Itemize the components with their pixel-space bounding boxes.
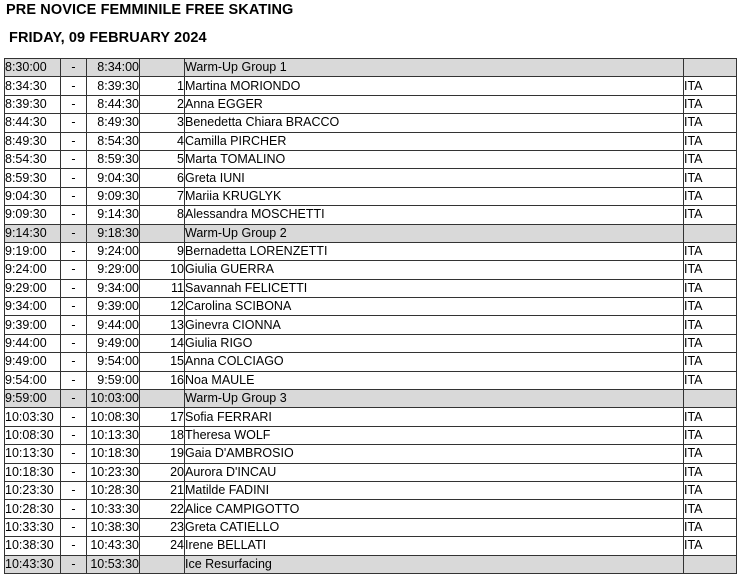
start-number: 21: [140, 481, 185, 499]
skater-name: Benedetta Chiara BRACCO: [185, 114, 684, 132]
skater-name: Noa MAULE: [185, 371, 684, 389]
skater-name: Greta IUNI: [185, 169, 684, 187]
time-separator: -: [61, 206, 87, 224]
time-separator: -: [61, 500, 87, 518]
time-separator: -: [61, 298, 87, 316]
time-separator: -: [61, 59, 87, 77]
start-number: 4: [140, 132, 185, 150]
end-time: 10:43:30: [87, 537, 140, 555]
start-number: 8: [140, 206, 185, 224]
time-separator: -: [61, 77, 87, 95]
end-time: 10:13:30: [87, 426, 140, 444]
nation: [684, 555, 737, 573]
nation: ITA: [684, 353, 737, 371]
time-separator: -: [61, 242, 87, 260]
nation: ITA: [684, 500, 737, 518]
end-time: 10:03:00: [87, 390, 140, 408]
start-number: 2: [140, 95, 185, 113]
skater-name: Aurora D'INCAU: [185, 463, 684, 481]
start-time: 9:59:00: [5, 390, 61, 408]
end-time: 8:34:00: [87, 59, 140, 77]
skater-name: Gaia D'AMBROSIO: [185, 445, 684, 463]
nation: ITA: [684, 537, 737, 555]
table-row: [5, 279, 737, 297]
time-separator: -: [61, 95, 87, 113]
nation: ITA: [684, 242, 737, 260]
start-number: 1: [140, 77, 185, 95]
group-row: [5, 390, 737, 408]
start-time: 8:49:30: [5, 132, 61, 150]
time-separator: -: [61, 334, 87, 352]
time-separator: -: [61, 224, 87, 242]
start-number: 18: [140, 426, 185, 444]
skater-name: Warm-Up Group 1: [185, 59, 684, 77]
start-time: 9:49:00: [5, 353, 61, 371]
table-row: [5, 371, 737, 389]
time-separator: -: [61, 426, 87, 444]
start-time: 10:43:30: [5, 555, 61, 573]
end-time: 8:59:30: [87, 150, 140, 168]
nation: ITA: [684, 334, 737, 352]
group-row: [5, 224, 737, 242]
nation: ITA: [684, 371, 737, 389]
skater-name: Mariia KRUGLYK: [185, 187, 684, 205]
end-time: 8:39:30: [87, 77, 140, 95]
end-time: 9:18:30: [87, 224, 140, 242]
end-time: 9:14:30: [87, 206, 140, 224]
start-number: [140, 555, 185, 573]
start-number: 7: [140, 187, 185, 205]
time-separator: -: [61, 537, 87, 555]
skater-name: Alessandra MOSCHETTI: [185, 206, 684, 224]
group-row: [5, 59, 737, 77]
start-number: 22: [140, 500, 185, 518]
end-time: 9:39:00: [87, 298, 140, 316]
nation: ITA: [684, 481, 737, 499]
nation: [684, 224, 737, 242]
schedule-body: [5, 59, 737, 574]
nation: ITA: [684, 463, 737, 481]
time-separator: -: [61, 371, 87, 389]
time-separator: -: [61, 555, 87, 573]
start-time: 9:04:30: [5, 187, 61, 205]
nation: ITA: [684, 298, 737, 316]
table-row: [5, 298, 737, 316]
start-number: 9: [140, 242, 185, 260]
skater-name: Giulia GUERRA: [185, 261, 684, 279]
nation: ITA: [684, 187, 737, 205]
start-time: 9:24:00: [5, 261, 61, 279]
start-time: 9:54:00: [5, 371, 61, 389]
end-time: 9:49:00: [87, 334, 140, 352]
start-time: 8:59:30: [5, 169, 61, 187]
nation: [684, 59, 737, 77]
skater-name: Irene BELLATI: [185, 537, 684, 555]
time-separator: -: [61, 445, 87, 463]
nation: ITA: [684, 206, 737, 224]
time-separator: -: [61, 169, 87, 187]
skater-name: Warm-Up Group 2: [185, 224, 684, 242]
time-separator: -: [61, 481, 87, 499]
start-time: 9:39:00: [5, 316, 61, 334]
time-separator: -: [61, 316, 87, 334]
start-time: 8:34:30: [5, 77, 61, 95]
end-time: 9:59:00: [87, 371, 140, 389]
time-separator: -: [61, 518, 87, 536]
start-time: 8:44:30: [5, 114, 61, 132]
start-number: [140, 59, 185, 77]
start-time: 9:19:00: [5, 242, 61, 260]
skater-name: Savannah FELICETTI: [185, 279, 684, 297]
skater-name: Bernadetta LORENZETTI: [185, 242, 684, 260]
skater-name: Anna COLCIAGO: [185, 353, 684, 371]
skater-name: Theresa WOLF: [185, 426, 684, 444]
end-time: 9:24:00: [87, 242, 140, 260]
skater-name: Matilde FADINI: [185, 481, 684, 499]
skater-name: Alice CAMPIGOTTO: [185, 500, 684, 518]
start-time: 8:54:30: [5, 150, 61, 168]
end-time: 10:23:30: [87, 463, 140, 481]
nation: ITA: [684, 408, 737, 426]
table-row: [5, 114, 737, 132]
group-row: [5, 555, 737, 573]
table-row: [5, 150, 737, 168]
end-time: 8:44:30: [87, 95, 140, 113]
table-row: [5, 261, 737, 279]
time-separator: -: [61, 132, 87, 150]
start-time: 10:38:30: [5, 537, 61, 555]
start-number: 14: [140, 334, 185, 352]
end-time: 8:54:30: [87, 132, 140, 150]
time-separator: -: [61, 353, 87, 371]
table-row: [5, 132, 737, 150]
time-separator: -: [61, 187, 87, 205]
nation: ITA: [684, 77, 737, 95]
start-number: 24: [140, 537, 185, 555]
nation: ITA: [684, 261, 737, 279]
start-number: 19: [140, 445, 185, 463]
skater-name: Ginevra CIONNA: [185, 316, 684, 334]
start-time: 10:18:30: [5, 463, 61, 481]
time-separator: -: [61, 279, 87, 297]
skater-name: Sofia FERRARI: [185, 408, 684, 426]
end-time: 10:08:30: [87, 408, 140, 426]
start-time: 10:03:30: [5, 408, 61, 426]
nation: ITA: [684, 150, 737, 168]
time-separator: -: [61, 150, 87, 168]
table-row: [5, 537, 737, 555]
skater-name: Martina MORIONDO: [185, 77, 684, 95]
end-time: 10:28:30: [87, 481, 140, 499]
start-time: 9:44:00: [5, 334, 61, 352]
time-separator: -: [61, 114, 87, 132]
skater-name: Ice Resurfacing: [185, 555, 684, 573]
nation: ITA: [684, 445, 737, 463]
start-number: 17: [140, 408, 185, 426]
start-number: 12: [140, 298, 185, 316]
nation: ITA: [684, 316, 737, 334]
start-number: 23: [140, 518, 185, 536]
table-row: [5, 316, 737, 334]
table-row: [5, 187, 737, 205]
time-separator: -: [61, 408, 87, 426]
end-time: 10:53:30: [87, 555, 140, 573]
nation: ITA: [684, 132, 737, 150]
table-row: [5, 169, 737, 187]
nation: ITA: [684, 114, 737, 132]
start-time: 9:34:00: [5, 298, 61, 316]
end-time: 10:38:30: [87, 518, 140, 536]
table-row: [5, 353, 737, 371]
skater-name: Camilla PIRCHER: [185, 132, 684, 150]
start-time: 9:09:30: [5, 206, 61, 224]
table-row: [5, 242, 737, 260]
skater-name: Greta CATIELLO: [185, 518, 684, 536]
start-number: [140, 390, 185, 408]
nation: ITA: [684, 169, 737, 187]
start-number: 6: [140, 169, 185, 187]
nation: [684, 390, 737, 408]
table-row: [5, 463, 737, 481]
time-separator: -: [61, 390, 87, 408]
skater-name: Marta TOMALINO: [185, 150, 684, 168]
end-time: 9:54:00: [87, 353, 140, 371]
table-row: [5, 408, 737, 426]
start-time: 9:14:30: [5, 224, 61, 242]
end-time: 10:18:30: [87, 445, 140, 463]
start-number: 3: [140, 114, 185, 132]
table-row: [5, 426, 737, 444]
table-row: [5, 95, 737, 113]
nation: ITA: [684, 426, 737, 444]
end-time: 9:09:30: [87, 187, 140, 205]
start-time: 10:08:30: [5, 426, 61, 444]
start-number: 13: [140, 316, 185, 334]
nation: ITA: [684, 518, 737, 536]
start-number: 11: [140, 279, 185, 297]
start-number: 15: [140, 353, 185, 371]
schedule-table: [4, 58, 737, 574]
start-time: 8:30:00: [5, 59, 61, 77]
table-row: [5, 77, 737, 95]
start-number: [140, 224, 185, 242]
start-time: 8:39:30: [5, 95, 61, 113]
table-row: [5, 334, 737, 352]
skater-name: Carolina SCIBONA: [185, 298, 684, 316]
start-time: 10:28:30: [5, 500, 61, 518]
nation: ITA: [684, 95, 737, 113]
end-time: 8:49:30: [87, 114, 140, 132]
end-time: 9:29:00: [87, 261, 140, 279]
start-number: 10: [140, 261, 185, 279]
event-date: FRIDAY, 09 FEBRUARY 2024: [9, 30, 207, 46]
time-separator: -: [61, 261, 87, 279]
start-number: 5: [140, 150, 185, 168]
table-row: [5, 481, 737, 499]
start-time: 10:13:30: [5, 445, 61, 463]
end-time: 10:33:30: [87, 500, 140, 518]
end-time: 9:44:00: [87, 316, 140, 334]
skater-name: Giulia RIGO: [185, 334, 684, 352]
start-time: 9:29:00: [5, 279, 61, 297]
table-row: [5, 518, 737, 536]
table-row: [5, 445, 737, 463]
skater-name: Warm-Up Group 3: [185, 390, 684, 408]
table-row: [5, 206, 737, 224]
page-title: PRE NOVICE FEMMINILE FREE SKATING: [6, 2, 294, 18]
nation: ITA: [684, 279, 737, 297]
start-number: 20: [140, 463, 185, 481]
time-separator: -: [61, 463, 87, 481]
start-time: 10:23:30: [5, 481, 61, 499]
start-number: 16: [140, 371, 185, 389]
end-time: 9:34:00: [87, 279, 140, 297]
table-row: [5, 500, 737, 518]
skater-name: Anna EGGER: [185, 95, 684, 113]
start-time: 10:33:30: [5, 518, 61, 536]
end-time: 9:04:30: [87, 169, 140, 187]
